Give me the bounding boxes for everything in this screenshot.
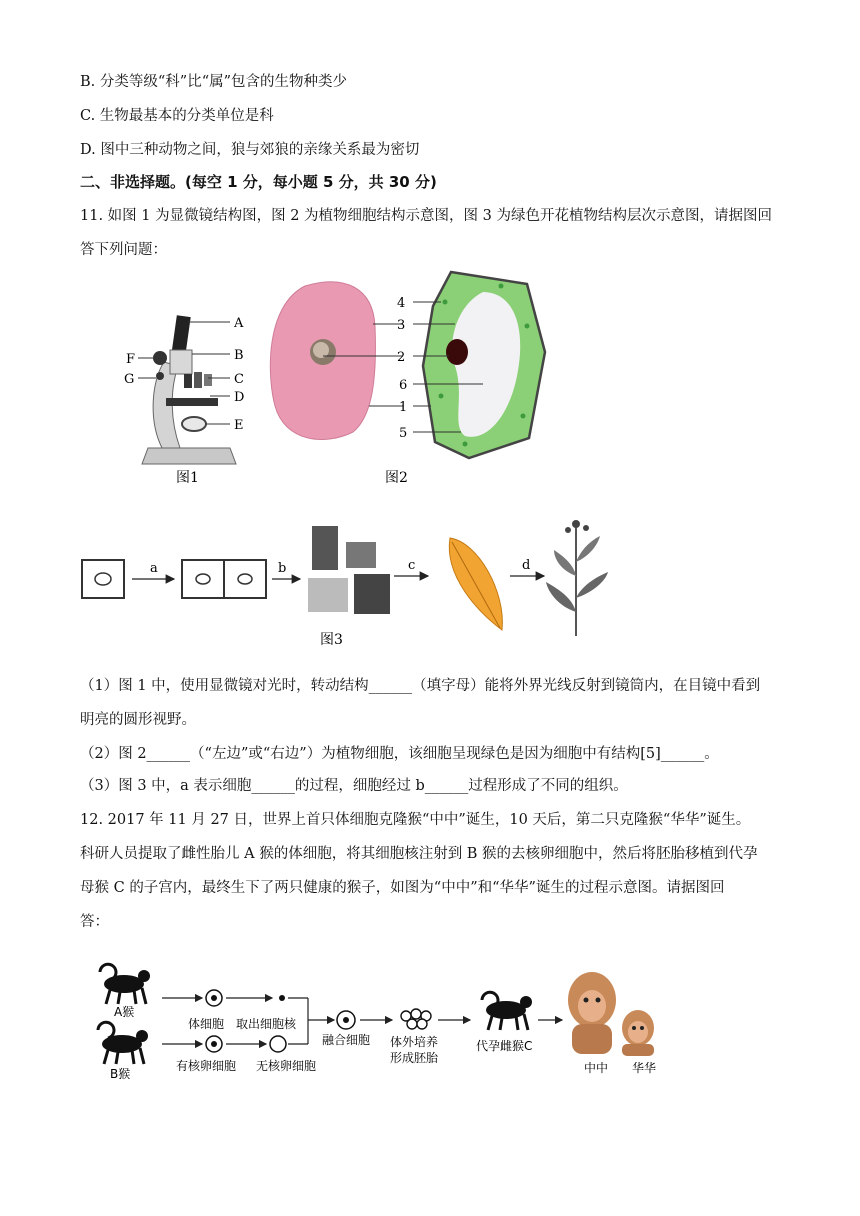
- option-d: D. 图中三种动物之间，狼与郊狼的亲缘关系最为密切: [80, 142, 420, 158]
- culture-label-2: 形成胚胎: [390, 1051, 439, 1065]
- q12-line3: 母猴 C 的子宫内，最终生下了两只健康的猴子，如图为“中中”和“华华”诞生的过程示意图。请据图回: [80, 880, 725, 896]
- egg-without-nucleus-label: 无核卵细胞: [256, 1059, 317, 1073]
- q11-sub3: （3）图 3 中，a 表示细胞______的过程，细胞经过 b______过程形成了不同的组织。: [80, 778, 628, 794]
- extract-nucleus-label: 取出细胞核: [236, 1017, 297, 1031]
- embryo-icon: [401, 1009, 431, 1029]
- fig2-label-1: 1: [399, 400, 408, 415]
- somatic-cell-label: 体细胞: [188, 1017, 225, 1031]
- fig2-label-6: 6: [399, 378, 408, 393]
- fig2-label-4: 4: [397, 296, 406, 311]
- fig3-arrow-c: c: [408, 558, 416, 573]
- fig1-label-d: D: [234, 390, 245, 405]
- fig2-label-2: 2: [397, 350, 406, 365]
- q11-stem-line1: 11. 如图 1 为显微镜结构图，图 2 为植物细胞结构示意图，图 3 为绿色开花植物结构层次示意图，请据图回: [80, 208, 772, 224]
- zhongzhong-photo: [568, 972, 616, 1054]
- zhongzhong-label: 中中: [584, 1061, 609, 1075]
- section-heading: 二、非选择题。(每空 1 分，每小题 5 分，共 30 分): [80, 173, 437, 191]
- monkey-b-label: B猴: [110, 1067, 131, 1081]
- fig1-label-c: C: [234, 372, 244, 387]
- plant-body: [546, 520, 608, 636]
- fig1-caption: 图1: [176, 470, 199, 486]
- fig2-label-3: 3: [397, 318, 406, 333]
- q11-stem-line2: 答下列问题：: [80, 242, 167, 258]
- culture-label-1: 体外培养: [390, 1035, 439, 1049]
- monkey-b-icon: [98, 1022, 148, 1064]
- monkey-a-icon: [100, 964, 150, 1004]
- fig1-label-a: A: [234, 316, 244, 331]
- plant-cell-nucleus: [446, 339, 468, 365]
- q11-sub2: （2）图 2______（“左边”或“右边”）为植物细胞，该细胞呈现绿色是因为细胞中有结构[5]______。: [80, 746, 719, 762]
- q12-line1: 12. 2017 年 11 月 27 日，世界上首只体细胞克隆猴“中中”诞生，10 天后，第二只克隆猴“华华”诞生。: [80, 812, 751, 828]
- tissues: [308, 526, 390, 614]
- egg-without-nucleus-icon: [270, 1036, 286, 1052]
- q11-sub1-line2: 明亮的圆形视野。: [80, 712, 196, 728]
- fig1-label-b: B: [234, 348, 244, 363]
- fig3-arrow-a: a: [150, 561, 158, 576]
- fig2-caption: 图2: [385, 470, 408, 486]
- fig1-label-g: G: [124, 372, 135, 387]
- option-c: C. 生物最基本的分类单位是科: [80, 108, 274, 124]
- huahua-photo: [622, 1010, 654, 1056]
- fig3-arrow-b: b: [278, 561, 287, 576]
- fig3-caption: 图3: [320, 632, 343, 648]
- q12-line4: 答：: [80, 914, 109, 930]
- option-b: B. 分类等级“科”比“属”包含的生物种类少: [80, 74, 348, 90]
- fig2-label-5: 5: [399, 426, 408, 441]
- nucleus-icon: [279, 995, 285, 1001]
- fused-cell-label: 融合细胞: [322, 1033, 371, 1047]
- egg-with-nucleus-label: 有核卵细胞: [176, 1059, 237, 1073]
- fig1-label-e: E: [234, 418, 244, 433]
- surrogate-label: 代孕雌猴C: [476, 1039, 533, 1053]
- figure1-microscope: [118, 300, 268, 490]
- monkey-a-label: A猴: [114, 1005, 135, 1019]
- fig3-arrow-d: d: [522, 558, 531, 573]
- cloning-diagram: [86, 948, 686, 1088]
- q11-sub1-line1: （1）图 1 中，使用显微镜对光时，转动结构______（填字母）能将外界光线反射到镜筒内，在目镜中看到: [80, 678, 761, 694]
- figure2-cells: [265, 266, 565, 490]
- q12-line2: 科研人员提取了雌性胎儿 A 猴的体细胞，将其细胞核注射到 B 猴的去核卵细胞中，然后将胚胎移植到代孕: [80, 846, 758, 862]
- huahua-label: 华华: [632, 1061, 657, 1075]
- figure3-structure-levels: [78, 512, 638, 654]
- monkey-c-icon: [482, 992, 532, 1030]
- fig1-label-f: F: [126, 352, 136, 367]
